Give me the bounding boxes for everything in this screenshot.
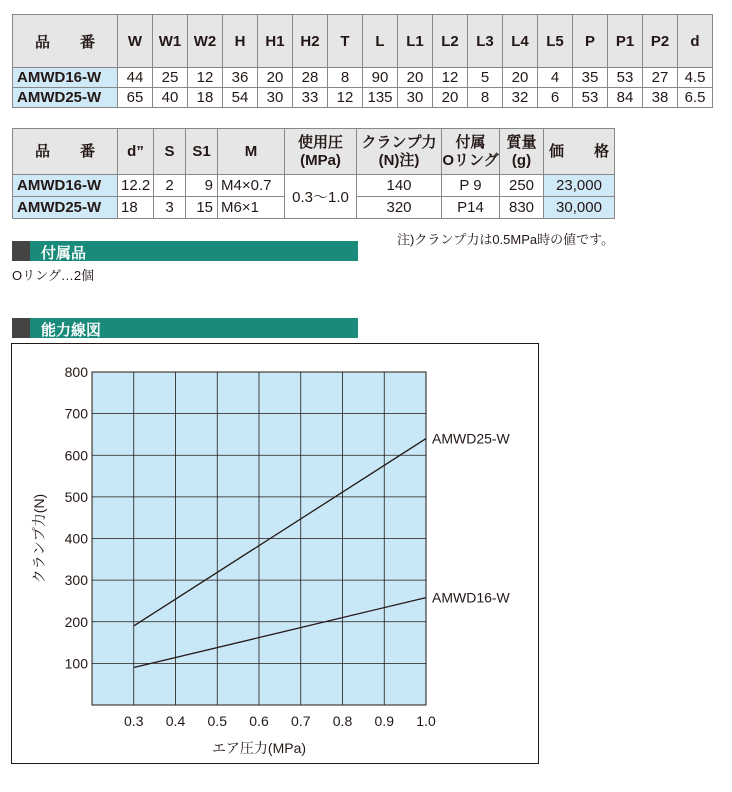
value-cell: 44 [118, 68, 153, 88]
value-cell: 5 [468, 68, 503, 88]
clamp-cell: 320 [357, 197, 442, 219]
value-cell: 90 [363, 68, 398, 88]
value-cell: 35 [573, 68, 608, 88]
header-cell: P [573, 15, 608, 68]
table-header-row [13, 15, 713, 68]
header-s1: S1 [186, 129, 218, 175]
header-cell: W2 [188, 15, 223, 68]
s-cell: 3 [154, 197, 186, 219]
value-cell: 12 [433, 68, 468, 88]
value-cell: 135 [363, 88, 398, 108]
header-oring: 付属 Oリング [442, 129, 500, 175]
value-cell: 32 [503, 88, 538, 108]
price-cell: 23,000 [544, 175, 615, 197]
x-tick-label: 0.6 [249, 713, 269, 729]
d-cell: 18 [118, 197, 154, 219]
header-cell: L3 [468, 15, 503, 68]
pressure-range-cell: 0.3〜1.0 [285, 175, 357, 219]
header-d: d” [118, 129, 154, 175]
x-tick-label: 1.0 [416, 713, 436, 729]
value-cell: 84 [608, 88, 643, 108]
header-cell: P2 [643, 15, 678, 68]
header-cell: P1 [608, 15, 643, 68]
header-mass: 質量 (g) [500, 129, 544, 175]
y-tick-label: 400 [64, 530, 88, 547]
header-cell: H [223, 15, 258, 68]
header-cell: d [678, 15, 713, 68]
header-s: S [154, 129, 186, 175]
header-cell: H1 [258, 15, 293, 68]
performance-section-header [12, 318, 358, 338]
header-cell: W1 [153, 15, 188, 68]
header-cell: L5 [538, 15, 573, 68]
value-cell: 6.5 [678, 88, 713, 108]
header-m: M [218, 129, 285, 175]
model-cell: AMWD16-W [13, 68, 118, 88]
value-cell: 4.5 [678, 68, 713, 88]
value-cell: 20 [433, 88, 468, 108]
x-tick-label: 0.8 [332, 713, 353, 729]
value-cell: 20 [258, 68, 293, 88]
model-cell: AMWD25-W [13, 88, 118, 108]
x-tick-label: 0.7 [291, 713, 311, 729]
y-tick-label: 800 [64, 364, 88, 380]
value-cell: 20 [398, 68, 433, 88]
value-cell: 27 [643, 68, 678, 88]
value-cell: 30 [398, 88, 433, 108]
s1-cell: 9 [186, 175, 218, 197]
mass-cell: 830 [500, 197, 544, 219]
header-price: 価 格 [544, 129, 615, 175]
header-cell: L1 [398, 15, 433, 68]
oring-cell: P14 [442, 197, 500, 219]
y-axis-label: クランプ力(N) [31, 493, 47, 584]
x-tick-label: 0.4 [165, 713, 186, 729]
x-tick-label: 0.5 [207, 713, 227, 729]
value-cell: 4 [538, 68, 573, 88]
y-tick-label: 300 [64, 572, 88, 589]
table-row [13, 88, 713, 108]
value-cell: 25 [153, 68, 188, 88]
table-header-row [13, 129, 615, 175]
d-cell: 12.2 [118, 175, 154, 197]
value-cell: 12 [188, 68, 223, 88]
value-cell: 30 [258, 88, 293, 108]
header-cell: L4 [503, 15, 538, 68]
header-model: 品 番 [13, 129, 118, 175]
value-cell: 36 [223, 68, 258, 88]
accessories-title: 付属品 [41, 245, 87, 262]
header-model: 品 番 [13, 15, 118, 68]
accessories-section-header [12, 241, 358, 261]
value-cell: 40 [153, 88, 188, 108]
price-cell: 30,000 [544, 197, 615, 219]
header-clamp: クランプ力 (N)注) [357, 129, 442, 175]
y-tick-label: 200 [64, 613, 88, 630]
value-cell: 8 [328, 68, 363, 88]
y-tick-label: 500 [64, 488, 88, 505]
header-cell: H2 [293, 15, 328, 68]
section-marker [12, 318, 30, 338]
x-axis-label: エア圧力(MPa) [211, 740, 307, 756]
series-label: AMWD16-W [432, 589, 510, 606]
value-cell: 18 [188, 88, 223, 108]
y-tick-label: 100 [64, 655, 88, 672]
value-cell: 53 [573, 88, 608, 108]
model-cell: AMWD16-W [13, 175, 118, 197]
y-tick-label: 600 [64, 447, 88, 464]
table-row [13, 175, 615, 197]
s1-cell: 15 [186, 197, 218, 219]
clamp-force-note: 注)クランプ力は0.5MPa時の値です。 [397, 232, 615, 247]
header-cell: L [363, 15, 398, 68]
s-cell: 2 [154, 175, 186, 197]
value-cell: 54 [223, 88, 258, 108]
dimensions-table [12, 14, 713, 108]
model-cell: AMWD25-W [13, 197, 118, 219]
performance-title: 能力線図 [41, 322, 102, 339]
table-row [13, 68, 713, 88]
value-cell: 53 [608, 68, 643, 88]
clamp-cell: 140 [357, 175, 442, 197]
x-tick-label: 0.3 [124, 713, 144, 729]
performance-chart [12, 344, 538, 763]
x-tick-label: 0.9 [374, 713, 394, 729]
y-tick-label: 700 [64, 405, 88, 422]
m-cell: M6×1 [218, 197, 285, 219]
value-cell: 20 [503, 68, 538, 88]
value-cell: 33 [293, 88, 328, 108]
value-cell: 28 [293, 68, 328, 88]
value-cell: 6 [538, 88, 573, 108]
accessories-text: Oリング…2個 [12, 268, 95, 283]
oring-cell: P 9 [442, 175, 500, 197]
header-pressure: 使用圧 (MPa) [285, 129, 357, 175]
section-marker [12, 241, 30, 261]
spec-price-table [12, 128, 615, 219]
header-cell: L2 [433, 15, 468, 68]
value-cell: 38 [643, 88, 678, 108]
value-cell: 12 [328, 88, 363, 108]
value-cell: 65 [118, 88, 153, 108]
performance-chart-frame [11, 343, 539, 764]
header-cell: T [328, 15, 363, 68]
m-cell: M4×0.7 [218, 175, 285, 197]
header-cell: W [118, 15, 153, 68]
series-label: AMWD25-W [432, 430, 510, 447]
mass-cell: 250 [500, 175, 544, 197]
value-cell: 8 [468, 88, 503, 108]
